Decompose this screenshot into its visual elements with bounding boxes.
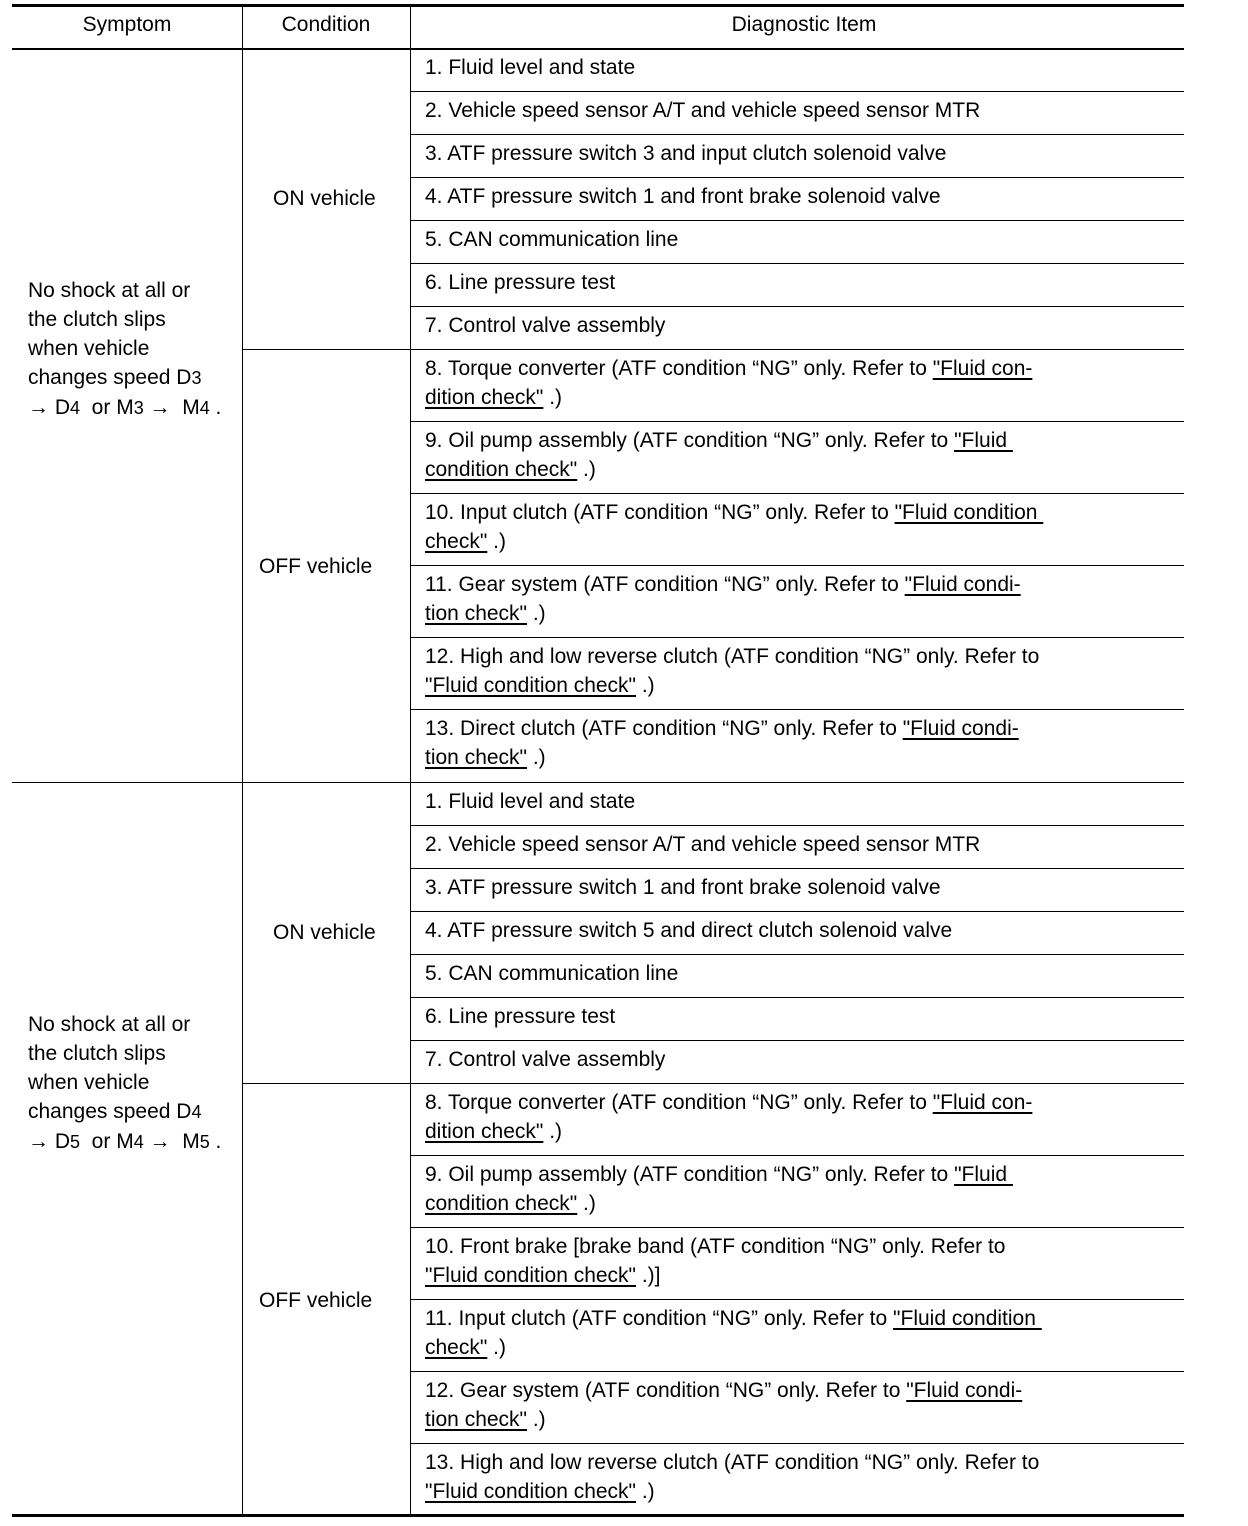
item-line (425, 671, 1039, 700)
item-line (425, 1333, 1042, 1362)
row-divider (410, 1040, 1184, 1041)
item-text: 10. Front brake [brake band (ATF condition “NG” only. Refer to (425, 1235, 1006, 1258)
table-bottom-rule (12, 1514, 1184, 1517)
symptom-line (28, 363, 238, 393)
diagnostic-item (425, 498, 1043, 556)
row-divider (410, 263, 1184, 264)
row-divider (410, 825, 1184, 826)
diagnostic-item: 3. ATF pressure switch 1 and front brake solenoid valve (425, 876, 941, 899)
item-text: .) (543, 1120, 563, 1143)
item-line (425, 1376, 1022, 1405)
fluid-condition-check-link[interactable]: "Fluid condition check" (425, 1480, 637, 1503)
item-text: 8. Torque converter (ATF condition “NG” only. Refer to (425, 1091, 933, 1114)
item-text: .) (577, 1192, 596, 1215)
row-divider (410, 954, 1184, 955)
item-text: 12. Gear system (ATF condition “NG” only. Refer to (425, 1379, 907, 1402)
row-divider (410, 637, 1184, 638)
header-condition: Condition (281, 13, 371, 36)
symptom-line (28, 393, 238, 423)
gear-number: 3 (191, 368, 202, 389)
fluid-condition-check-link[interactable]: tion check" (425, 602, 528, 625)
item-text: 11. Input clutch (ATF condition “NG” only. Refer to (425, 1307, 894, 1330)
symptom-fragment: or M (80, 1130, 134, 1154)
diagnostic-item: 4. ATF pressure switch 5 and direct clutch solenoid valve (425, 919, 953, 942)
item-text: 9. Oil pump assembly (ATF condition “NG” only. Refer to (425, 429, 955, 452)
symptom-fragment: . (209, 1130, 222, 1154)
symptom-line (28, 276, 238, 305)
row-divider (410, 421, 1184, 422)
item-text: .) (543, 386, 563, 409)
symptom-fragment: when vehicle (28, 336, 150, 360)
symptom-line (28, 1039, 238, 1068)
header-symptom: Symptom (82, 13, 172, 36)
item-line (425, 426, 1013, 455)
fluid-condition-check-link[interactable]: check" (425, 1336, 488, 1359)
diagnostic-item: 2. Vehicle speed sensor A/T and vehicle speed sensor MTR (425, 833, 981, 856)
header-bottom-rule (12, 48, 1184, 50)
column-divider (242, 6, 243, 1516)
item-text: .) (527, 1408, 546, 1431)
symptom-fragment: when vehicle (28, 1070, 150, 1094)
fluid-condition-check-link[interactable]: tion check" (425, 1408, 528, 1431)
diagnostic-item: 7. Control valve assembly (425, 314, 666, 337)
symptom-fragment: changes speed D (28, 366, 192, 390)
diagnostic-item (425, 642, 1039, 700)
item-text: 12. High and low reverse clutch (ATF condition “NG” only. Refer to (425, 645, 1040, 668)
fluid-condition-check-link[interactable]: dition check" (425, 386, 544, 409)
item-text: .) (487, 1336, 506, 1359)
item-text: .) (527, 602, 546, 625)
diagnostic-item: 2. Vehicle speed sensor A/T and vehicle speed sensor MTR (425, 99, 981, 122)
item-text: 8. Torque converter (ATF condition “NG” only. Refer to (425, 357, 933, 380)
symptom-fragment: → M (143, 396, 200, 420)
symptom-text (28, 276, 238, 424)
gear-number: 4 (70, 398, 81, 419)
diagnostic-item: 6. Line pressure test (425, 1005, 616, 1028)
fluid-condition-check-link[interactable]: "Fluid (954, 429, 1013, 452)
fluid-condition-check-link[interactable]: "Fluid condition check" (425, 1264, 637, 1287)
fluid-condition-check-link[interactable]: "Fluid condition check" (425, 674, 637, 697)
item-line (425, 1117, 1032, 1146)
gear-number: 4 (133, 1132, 144, 1153)
symptom-fragment: the clutch slips (28, 307, 166, 331)
group-divider (12, 782, 1184, 783)
row-divider (410, 493, 1184, 494)
symptom-line (28, 1068, 238, 1097)
symptom-line (28, 305, 238, 334)
item-line (425, 642, 1039, 671)
item-line (425, 383, 1032, 412)
diagnostic-item: 5. CAN communication line (425, 228, 679, 251)
condition-off-vehicle: OFF vehicle (259, 1289, 373, 1312)
fluid-condition-check-link[interactable]: "Fluid con- (932, 1091, 1033, 1114)
symptom-line (28, 1127, 238, 1157)
item-text: 9. Oil pump assembly (ATF condition “NG” only. Refer to (425, 1163, 955, 1186)
condition-divider (242, 349, 1184, 350)
item-line (425, 599, 1021, 628)
gear-number: 4 (199, 398, 210, 419)
symptom-text (28, 1010, 238, 1158)
diagnostic-item: 6. Line pressure test (425, 271, 616, 294)
diagnostic-item (425, 1304, 1042, 1362)
item-line (425, 1189, 1013, 1218)
row-divider (410, 134, 1184, 135)
fluid-condition-check-link[interactable]: check" (425, 530, 488, 553)
diagnostic-item: 4. ATF pressure switch 1 and front brake solenoid valve (425, 185, 941, 208)
item-text: .) (527, 746, 546, 769)
fluid-condition-check-link[interactable]: condition check" (425, 1192, 578, 1215)
symptom-fragment: or M (80, 396, 134, 420)
item-line (425, 1448, 1039, 1477)
item-text: .) (636, 674, 655, 697)
item-text: .) (487, 530, 506, 553)
symptom-fragment: changes speed D (28, 1100, 192, 1124)
diagnostic-item (425, 354, 1032, 412)
fluid-condition-check-link[interactable]: tion check" (425, 746, 528, 769)
row-divider (410, 1227, 1184, 1228)
fluid-condition-check-link[interactable]: condition check" (425, 458, 578, 481)
diagnostic-item (425, 1376, 1022, 1434)
symptom-fragment: No shock at all or (28, 1012, 191, 1036)
fluid-condition-check-link[interactable]: "Fluid condi- (904, 573, 1021, 596)
symptom-fragment: No shock at all or (28, 278, 191, 302)
row-divider (410, 306, 1184, 307)
item-line (425, 1304, 1042, 1333)
diagnostic-item (425, 1232, 1005, 1290)
fluid-condition-check-link[interactable]: "Fluid condi- (906, 1379, 1023, 1402)
diagnostic-item (425, 426, 1013, 484)
item-text: 13. High and low reverse clutch (ATF condition “NG” only. Refer to (425, 1451, 1040, 1474)
item-line (425, 1261, 1005, 1290)
symptom-fragment: → D (28, 1130, 70, 1154)
item-text: 10. Input clutch (ATF condition “NG” only. Refer to (425, 501, 895, 524)
row-divider (410, 1371, 1184, 1372)
diagnostic-item: 7. Control valve assembly (425, 1048, 666, 1071)
row-divider (410, 91, 1184, 92)
item-line (425, 455, 1013, 484)
diagnostic-item: 1. Fluid level and state (425, 790, 636, 813)
column-divider (410, 6, 411, 1516)
item-line (425, 743, 1019, 772)
symptom-line (28, 1097, 238, 1127)
condition-on-vehicle: ON vehicle (273, 920, 376, 944)
diagnostic-item (425, 1088, 1032, 1146)
item-text: .)] (636, 1264, 661, 1287)
fluid-condition-check-link[interactable]: "Fluid condi- (902, 717, 1019, 740)
table-top-rule (12, 4, 1184, 7)
fluid-condition-check-link[interactable]: "Fluid condition (893, 1307, 1042, 1330)
row-divider (410, 220, 1184, 221)
row-divider (410, 177, 1184, 178)
diagnostic-item (425, 714, 1019, 772)
item-text: .) (636, 1480, 655, 1503)
gear-number: 5 (70, 1132, 81, 1153)
item-line (425, 527, 1043, 556)
symptom-line (28, 1010, 238, 1039)
row-divider (410, 911, 1184, 912)
row-divider (410, 709, 1184, 710)
fluid-condition-check-link[interactable]: "Fluid (954, 1163, 1013, 1186)
item-line (425, 1160, 1013, 1189)
diagnostic-item (425, 1448, 1039, 1506)
symptom-fragment: → D (28, 396, 70, 420)
condition-off-vehicle: OFF vehicle (259, 555, 373, 578)
symptom-fragment: the clutch slips (28, 1041, 166, 1065)
fluid-condition-check-link[interactable]: dition check" (425, 1120, 544, 1143)
item-line (425, 570, 1021, 599)
row-divider (410, 1299, 1184, 1300)
diagnostic-item: 3. ATF pressure switch 3 and input clutch solenoid valve (425, 142, 947, 165)
symptom-fragment: → M (143, 1130, 200, 1154)
item-text: .) (577, 458, 596, 481)
row-divider (410, 1155, 1184, 1156)
row-divider (410, 997, 1184, 998)
gear-number: 3 (133, 398, 144, 419)
condition-on-vehicle: ON vehicle (273, 186, 376, 210)
item-text: 13. Direct clutch (ATF condition “NG” only. Refer to (425, 717, 903, 740)
item-text: 11. Gear system (ATF condition “NG” only. Refer to (425, 573, 905, 596)
item-line (425, 1405, 1022, 1434)
row-divider (410, 868, 1184, 869)
diagnostic-item: 1. Fluid level and state (425, 56, 636, 79)
condition-divider (242, 1083, 1184, 1084)
item-line (425, 498, 1043, 527)
diagnostic-item (425, 1160, 1013, 1218)
gear-number: 4 (191, 1102, 202, 1123)
diagnostic-item: 5. CAN communication line (425, 962, 679, 985)
gear-number: 5 (199, 1132, 210, 1153)
item-line (425, 1477, 1039, 1506)
item-line (425, 1088, 1032, 1117)
item-line (425, 1232, 1005, 1261)
diagnostic-item (425, 570, 1021, 628)
fluid-condition-check-link[interactable]: "Fluid con- (932, 357, 1033, 380)
symptom-fragment: . (209, 396, 222, 420)
item-line (425, 354, 1032, 383)
row-divider (410, 565, 1184, 566)
header-diagnostic-item: Diagnostic Item (731, 13, 877, 36)
item-line (425, 714, 1019, 743)
symptom-line (28, 334, 238, 363)
row-divider (410, 1443, 1184, 1444)
fluid-condition-check-link[interactable]: "Fluid condition (894, 501, 1044, 524)
